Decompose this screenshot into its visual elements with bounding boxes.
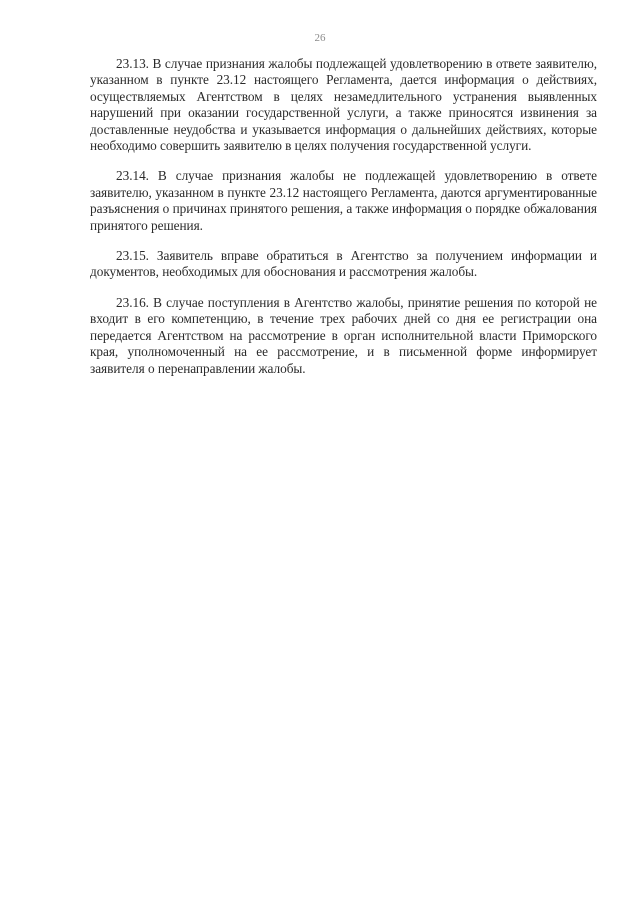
paragraph-23-14: 23.14. В случае признания жалобы не подлежащей удовлетворению в ответе заявителю, указанном в пункте 23.12 настоящего Регламента, даются аргументированные разъяснения о причинах принятого решения, а также информация о порядке обжалования принятого решения.: [90, 168, 597, 233]
document-body: [90, 56, 597, 391]
paragraph-23-13: 23.13. В случае признания жалобы подлежащей удовлетворению в ответе заявителю, указанном в пункте 23.12 настоящего Регламента, дается информация о действиях, осуществляемых Агентством в целях незамедлительного устранения выявленных нарушений при оказании государственной услуги, а также приносятся извинения за доставленные неудобства и указывается информация о дальнейших действиях, которые необходимо совершить заявителю в целях получения государственной услуги.: [90, 56, 597, 154]
paragraph-23-15: 23.15. Заявитель вправе обратиться в Агентство за получением информации и документов, необходимых для обоснования и рассмотрения жалобы.: [90, 248, 597, 280]
paragraph-23-16: 23.16. В случае поступления в Агентство жалобы, принятие решения по которой не входит в его компетенцию, в течение трех рабочих дней со дня ее регистрации она передается Агентством на рассмотрение в орган исполнительной власти Приморского края, уполномоченный на ее рассмотрение, и в письменной форме информирует заявителя о перенаправлении жалобы.: [90, 294, 597, 376]
page-number: 26: [314, 32, 326, 44]
